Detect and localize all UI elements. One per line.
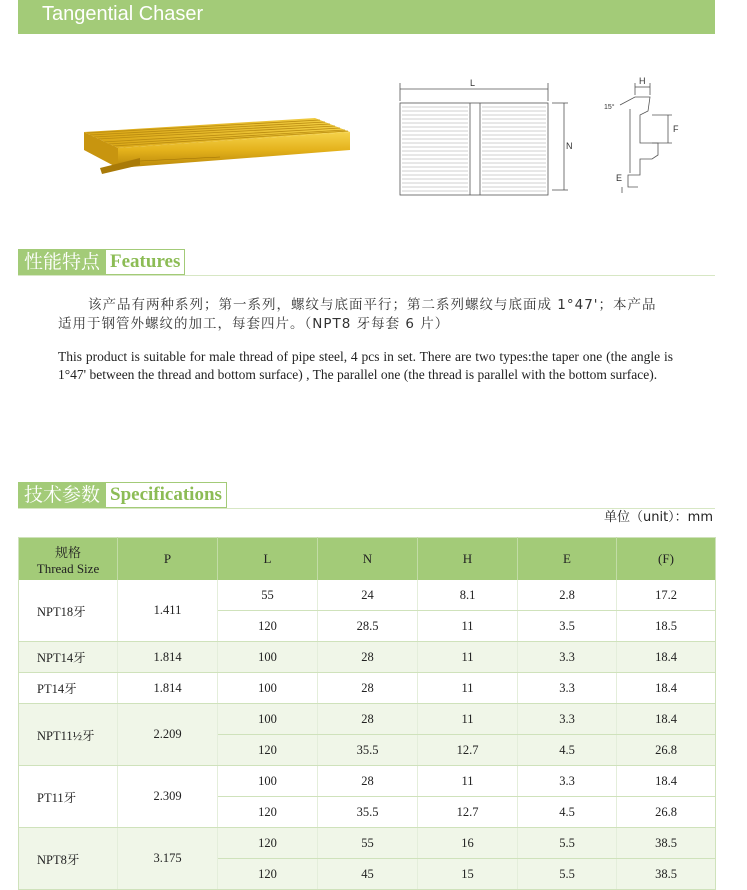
features-text-cn-line2: 适用于钢管外螺纹的加工，每套四片。（NPT8 牙每套 6 片） [58, 316, 450, 332]
cell-l: 55 [218, 580, 318, 611]
col-header-size-en: Thread Size [36, 560, 100, 576]
cell-n: 28 [318, 642, 418, 673]
cell-l: 100 [218, 673, 318, 704]
cell-f: 26.8 [617, 735, 716, 766]
cell-e: 4.5 [518, 797, 617, 828]
col-header-e: E [518, 538, 617, 581]
col-header-l: L [218, 538, 318, 581]
table-row [19, 704, 716, 735]
col-header-h: H [418, 538, 518, 581]
cell-l: 120 [218, 859, 318, 890]
cell-n: 28 [318, 673, 418, 704]
cell-e: 5.5 [518, 859, 617, 890]
cell-l: 100 [218, 766, 318, 797]
header-bar [18, 0, 715, 34]
unit-label: 单位（unit）：mm [603, 510, 713, 525]
features-heading [18, 249, 185, 275]
col-header-n: N [318, 538, 418, 581]
cell-f: 38.5 [617, 859, 716, 890]
cell-h: 12.7 [418, 797, 518, 828]
product-image [80, 110, 360, 200]
label-H: H [639, 76, 646, 86]
cell-p: 3.175 [118, 828, 218, 890]
cell-e: 3.3 [518, 704, 617, 735]
table-row [19, 673, 716, 704]
cell-size: NPT18牙 [19, 580, 118, 642]
cell-p: 2.309 [118, 766, 218, 828]
cell-f: 18.4 [617, 642, 716, 673]
cell-size: PT14牙 [19, 673, 118, 704]
cell-h: 16 [418, 828, 518, 859]
table-header-row [19, 538, 716, 581]
cell-p: 2.209 [118, 704, 218, 766]
cell-n: 24 [318, 580, 418, 611]
cell-f: 18.5 [617, 611, 716, 642]
cell-h: 11 [418, 766, 518, 797]
cell-l: 120 [218, 797, 318, 828]
table-row [19, 828, 716, 859]
cell-f: 18.4 [617, 766, 716, 797]
cell-p: 1.814 [118, 642, 218, 673]
label-F: F [673, 124, 679, 134]
table-row [19, 642, 716, 673]
cell-n: 28 [318, 704, 418, 735]
cell-h: 11 [418, 673, 518, 704]
cell-e: 3.3 [518, 673, 617, 704]
cell-p: 1.411 [118, 580, 218, 642]
col-header-size [19, 538, 118, 581]
cell-f: 26.8 [617, 797, 716, 828]
cell-h: 15 [418, 859, 518, 890]
label-N: N [566, 141, 573, 151]
cell-e: 3.3 [518, 766, 617, 797]
cell-f: 17.2 [617, 580, 716, 611]
cell-n: 35.5 [318, 735, 418, 766]
cell-f: 38.5 [617, 828, 716, 859]
cell-size: NPT11½牙 [19, 704, 118, 766]
features-title-en: Features [106, 249, 185, 275]
cell-n: 28 [318, 766, 418, 797]
features-text-cn-line1: 该产品有两种系列；第一系列，螺纹与底面平行；第二系列螺纹与底面成 1°47'；本产品 [88, 297, 657, 313]
cell-e: 4.5 [518, 735, 617, 766]
technical-drawing [390, 75, 710, 200]
cell-h: 11 [418, 704, 518, 735]
label-L: L [470, 78, 476, 88]
cell-f: 18.4 [617, 704, 716, 735]
cell-size: NPT8牙 [19, 828, 118, 890]
spec-table [18, 537, 716, 890]
cell-e: 3.5 [518, 611, 617, 642]
features-text-en: This product is suitable for male thread of pipe steel, 4 pcs in set. There are two types:the taper one (the angle is 1°47' between the thread and bottom surface) , The parallel one (the thread is parallel with the bottom surface). [58, 349, 673, 382]
cell-h: 11 [418, 642, 518, 673]
cell-n: 35.5 [318, 797, 418, 828]
page-title: Tangential Chaser [42, 3, 204, 25]
cell-h: 12.7 [418, 735, 518, 766]
cell-h: 11 [418, 611, 518, 642]
features-text-cn [58, 296, 698, 334]
cell-n: 28.5 [318, 611, 418, 642]
cell-l: 120 [218, 735, 318, 766]
cell-size: NPT14牙 [19, 642, 118, 673]
label-E: E [616, 173, 623, 183]
cell-l: 100 [218, 642, 318, 673]
cell-size: PT11牙 [19, 766, 118, 828]
features-divider [18, 275, 715, 276]
table-row [19, 766, 716, 797]
cell-f: 18.4 [617, 673, 716, 704]
col-header-size-cn: 规格 [54, 545, 81, 561]
cell-e: 3.3 [518, 642, 617, 673]
table-row [19, 580, 716, 611]
specs-title-en: Specifications [106, 482, 227, 508]
label-angle: 15° [604, 104, 615, 111]
cell-h: 8.1 [418, 580, 518, 611]
specs-title-cn: 技术参数 [18, 482, 106, 508]
cell-p: 1.814 [118, 673, 218, 704]
cell-l: 100 [218, 704, 318, 735]
cell-e: 2.8 [518, 580, 617, 611]
cell-l: 120 [218, 828, 318, 859]
cell-n: 45 [318, 859, 418, 890]
specs-heading [18, 482, 227, 508]
col-header-f: (F) [617, 538, 716, 581]
col-header-p: P [118, 538, 218, 581]
cell-n: 55 [318, 828, 418, 859]
cell-e: 5.5 [518, 828, 617, 859]
cell-l: 120 [218, 611, 318, 642]
features-title-cn: 性能特点 [18, 249, 106, 275]
